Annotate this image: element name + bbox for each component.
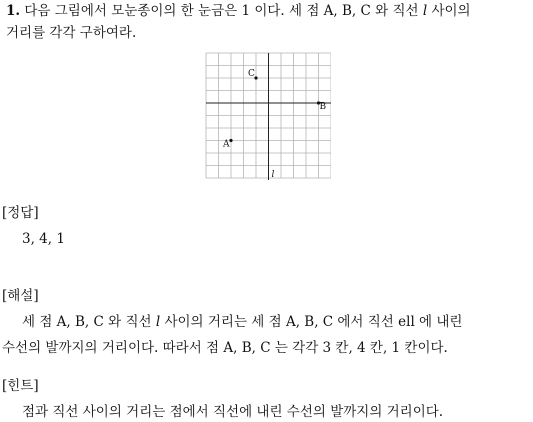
explanation-text-2: 수선의 발까지의 거리이다. 따라서 점 A, B, C 는 각각 3 칸, 4 칸, 1 칸이다. bbox=[2, 340, 448, 356]
grid-svg bbox=[205, 52, 331, 180]
point-label-a: A bbox=[223, 139, 230, 150]
explanation-line-variable: l bbox=[155, 314, 161, 330]
question-text-1b: 사이의 bbox=[427, 3, 471, 19]
question-line-1 bbox=[6, 2, 471, 20]
point-a bbox=[229, 139, 232, 142]
explanation-line-1 bbox=[22, 313, 462, 331]
explanation-line-2 bbox=[2, 339, 448, 357]
question-number: 1. bbox=[6, 3, 21, 19]
explanation-heading: [해설] bbox=[2, 288, 39, 304]
point-label-b: B bbox=[319, 102, 327, 112]
question-text-2: 거리를 각각 구하여라. bbox=[6, 25, 137, 41]
point-label-c: C bbox=[248, 69, 255, 79]
explanation-text-1a: 세 점 A, B, C 와 직선 bbox=[22, 314, 156, 330]
hint-text: 점과 직선 사이의 거리는 점에서 직선에 내린 수선의 발까지의 거리이다. bbox=[22, 404, 444, 420]
question-text-1a: 다음 그림에서 모눈종이의 한 눈금은 1 이다. 세 점 A, B, C 와 직선 bbox=[24, 3, 423, 19]
hint-heading: [힌트] bbox=[2, 378, 39, 394]
question-line-variable: l bbox=[422, 3, 428, 19]
answer-heading: [정답] bbox=[2, 205, 39, 221]
answer-text: 3, 4, 1 bbox=[22, 231, 65, 247]
coordinate-grid-figure bbox=[205, 52, 331, 180]
line-l-label: l bbox=[271, 170, 275, 180]
explanation-text-1b: 사이의 거리는 세 점 A, B, C 에서 직선 ell 에 내린 bbox=[160, 314, 463, 330]
question-line-2 bbox=[6, 24, 136, 42]
